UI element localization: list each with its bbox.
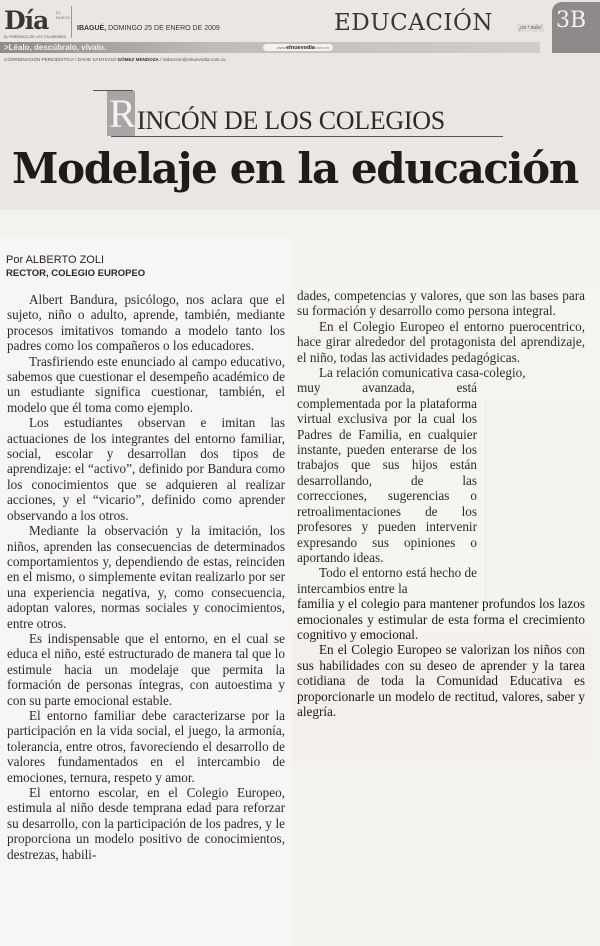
coordination-email: / redaccion@elnuevodia.com.co (160, 57, 226, 62)
logo-text: Día (4, 6, 49, 35)
website-link[interactable] (263, 44, 333, 51)
kicker-rule (111, 136, 503, 137)
masthead-divider (71, 6, 72, 38)
dateline (77, 25, 220, 32)
kicker-initial: R (109, 91, 136, 136)
dateline-date: DOMINGO 25 DE ENERO DE 2009 (108, 25, 220, 32)
article-column-1 (7, 292, 285, 862)
paragraph: Trasfiriendo este enunciado al campo educativo, sabemos que cuestionar el desempeño académico de un estudiante significa cuestionar, también, el modelo que él toma como ejemplo. (7, 353, 285, 415)
paragraph: El entorno escolar, en el Colegio Europeo, estimula al niño desde temprana edad para reforzar su desarrollo, con la participación de los padres, y le proporciona un modelo positivo de conocimientos, destrezas, habili- (7, 785, 285, 862)
paragraph: El entorno familiar debe caracterizarse por la participación en la vida social, el juego, la armonía, tolerancia, entre otros, favoreciendo el desarrollo de valores fundamentados en el intercambio de emociones, ternura, respeto y amor. (7, 707, 285, 785)
newspaper-logo (4, 6, 71, 39)
logo-tagline: EL PERIÓDICO DE LOS TOLIMENSES (4, 35, 66, 39)
page-number: 3B (556, 8, 587, 33)
slogan: >Léalo, descúbralo, vívalo. (4, 43, 107, 52)
kicker-text: INCÓN DE LOS COLEGIOS (137, 106, 445, 135)
url-www: www. (276, 45, 287, 50)
article-title: Modelaje en la educación (12, 144, 578, 193)
url-tld: .com.co (314, 45, 329, 50)
wide-text-block (297, 596, 585, 719)
paragraph: Mediante la observación y la imitación, los niños, aprenden las consecuencias de determinados comportamientos y, dependiendo de estas, reinciden en el mismo, o simplemente evitan realizarlo por ser una experiencia negativa, y, como consecuencia, adoptan valores, normas sociales y conocimientos, entre otros. (7, 523, 285, 631)
author-role: RECTOR, COLEGIO EUROPEO (6, 268, 146, 279)
paragraph: En el Colegio Europeo se valorizan los niños con sus habilidades con su deseo de aprender y la tarea cotidiana de toda la Comunidad Educativa es proporcionarle un modelo de rectitud, valores, saber y alegría. (297, 642, 585, 719)
paragraph: familia y el colegio para mantener profundos los lazos emocionales y estimular de esta forma el crecimiento cognitivo y emocional. (297, 596, 585, 642)
logo-small-text: EL NUEVO (56, 10, 71, 20)
paragraph: Es indispensable que el entorno, en el cual se educa el niño, esté estructurado de manera tal que lo estimule hacia un modelaje que permita la formación de personas íntegras, con autoestima y con su parte emocional estable. (7, 630, 285, 708)
paragraph-continuation: dades, competencias y valores, que son las bases para su formación y desarrollo como persona integral. (297, 288, 585, 319)
paragraph: En el Colegio Europeo el entorno puerocentrico, hace girar alrededor del protagonista del aprendizaje, el niño, todas las actividades pedagógicas. (297, 318, 585, 365)
coordination-label: COORDINACIÓN PERIODÍSTICA / DAVID SANTIAGO (4, 57, 117, 62)
paragraph: Todo el entorno está hecho de intercambios entre la (297, 565, 477, 596)
article-column-2 (297, 288, 585, 719)
brand-badge: ¡es+más! (519, 25, 543, 31)
coordination-credit (4, 57, 226, 62)
coordination-name: GÓMEZ MENDOZA (117, 57, 159, 62)
url-name: elnuevodia (286, 45, 315, 51)
section-title: EDUCACIÓN (334, 10, 493, 36)
narrow-text-block (297, 380, 477, 596)
paragraph: La relación comunicativa casa-colegio, (319, 365, 526, 381)
paragraph: muy avanzada, está complementada por la plataforma virtual exclusiva por la cual los Padres de Familia, en cualquier instante, pueden enterarse de los trabajos que sus hijos están desarrollando, de las correcciones, sugerencias o retroalimentaciones de los profesores y pueden intervenir expresando sus opiniones o aportando ideas. (297, 380, 477, 565)
dateline-city: IBAGUÉ, (77, 25, 107, 32)
paragraph: Los estudiantes observan e imitan las actuaciones de los integrantes del entorno familiar, social, escolar y desarrollan dos tipos de aprendizaje: el “activo”, definido por Bandura como los conocimientos que se adquieren al realizar acciones, y el “vicario”, definido como aprender observando a los otros. (7, 415, 285, 523)
paragraph: Albert Bandura, psicólogo, nos aclara que el sujeto, niño o adulto, aprende, también, mediante procesos imitativos tomando a modelo tanto los padres como los compañeros o los educadores. (7, 292, 285, 354)
byline: Por ALBERTO ZOLI (6, 254, 105, 266)
